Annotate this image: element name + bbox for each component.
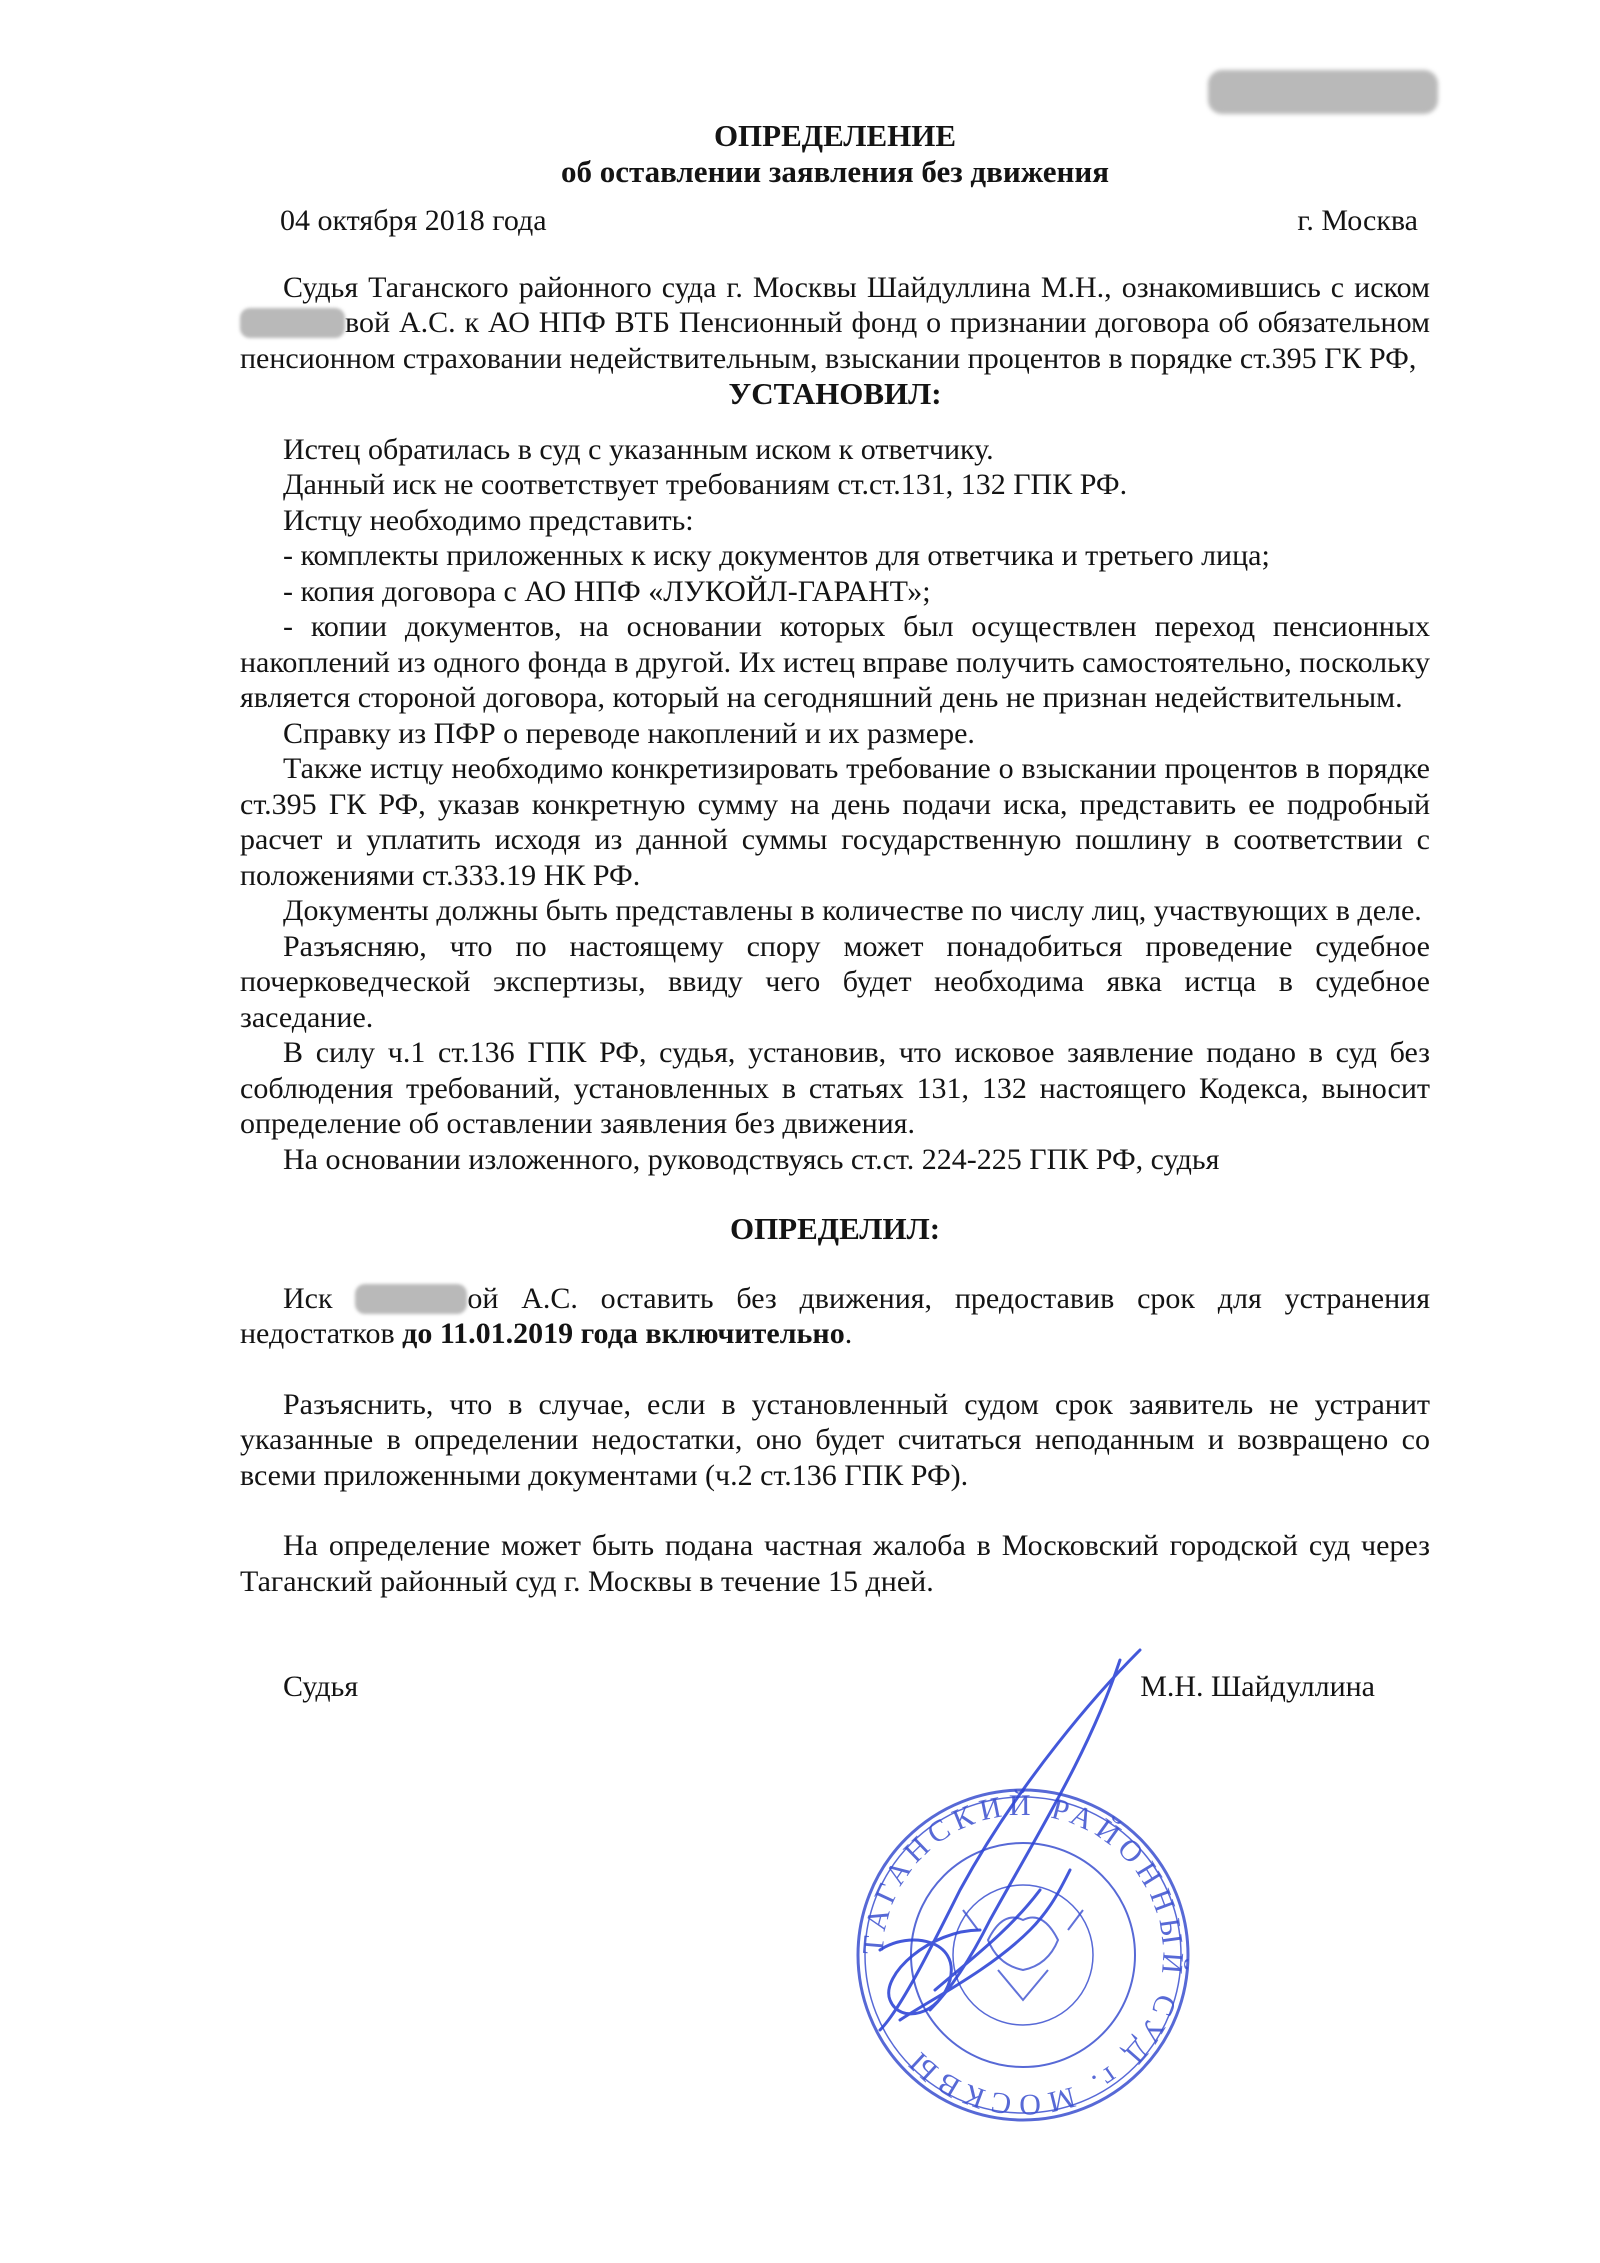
established-paragraph: Справку из ПФР о переводе накоплений и их размере.: [283, 716, 975, 750]
judge-signature: [840, 1630, 1180, 2050]
intro-start: Судья Таганского районного суда г. Москвы Шайдуллина М.Н., ознакомившись с иском: [283, 270, 1430, 304]
established-paragraph: На основании изложенного, руководствуясь ст.ст. 224-225 ГПК РФ, судья: [283, 1142, 1220, 1176]
decided-paragraph-1: [240, 1281, 1430, 1352]
decided-paragraph-3: На определение может быть подана частная жалоба в Московский городской суд через Таганский районный суд г. Москвы в течение 15 дней.: [240, 1529, 1430, 1598]
signature-name: М.Н. Шайдуллина: [1140, 1670, 1375, 1703]
intro-end: вой А.С. к АО НПФ ВТБ Пенсионный фонд о признании договора об обязательном пенсионном страховании недействительным, взыскании процентов в порядке ст.395 ГК РФ,: [240, 306, 1430, 375]
decided-paragraph-2: Разъяснить, что в случае, если в установленный судом срок заявитель не устранит указанные в определении недостатки, оно будет считаться неподанным и возвращено со всеми приложенными документами (ч.2 ст.136 ГПК РФ).: [240, 1387, 1430, 1492]
established-paragraph: В силу ч.1 ст.136 ГПК РФ, судья, установив, что исковое заявление подано в суд без соблюдения требований, установленных в статьях 131, 132 настоящего Кодекса, выносит определение об оставлении заявления без движения.: [240, 1036, 1430, 1140]
established-paragraph: Разъясняю, что по настоящему спору может понадобиться проведение судебное почерковедческой экспертизы, ввиду чего будет необходима явка истца в судебное заседание.: [240, 929, 1430, 1034]
document-title: ОПРЕДЕЛЕНИЕ: [713, 118, 957, 153]
decided-start: Иск: [283, 1281, 333, 1315]
established-paragraph: - копия договора с АО НПФ «ЛУКОЙЛ-ГАРАНТ»;: [283, 574, 931, 608]
established-paragraph: Также истцу необходимо конкретизировать требование о взыскании процентов в порядке ст.395 ГК РФ, указав конкретную сумму на день подачи иска, представить ее подробный расчет и уплатить исходя из данной суммы государственную пошлину в соответствии с положениями ст.333.19 НК РФ.: [240, 752, 1430, 892]
established-paragraph: Истец обратилась в суд с указанным иском к ответчику.: [283, 432, 994, 466]
redacted-name: [355, 1284, 467, 1314]
date-city-row: [240, 203, 1430, 239]
document-date: 04 октября 2018 года: [280, 204, 547, 237]
deadline-date: до 11.01.2019 года включительно: [402, 1317, 845, 1350]
decided-mid: ой А.С. оставить без движения, предоставив срок для устранения недостатков: [240, 1281, 1431, 1350]
intro-paragraph: [240, 270, 1430, 377]
decided-end: .: [844, 1317, 853, 1350]
heading-decided: ОПРЕДЕЛИЛ:: [729, 1211, 941, 1246]
stamp-outer-text: ТАГАНСКИЙ РАЙОННЫЙ СУД г. МОСКВЫ: [856, 1788, 1190, 2122]
document-subtitle: об оставлении заявления без движения: [560, 154, 1110, 189]
heading-established: УСТАНОВИЛ:: [728, 376, 942, 411]
established-paragraph: - комплекты приложенных к иску документов для ответчика и третьего лица;: [283, 539, 1270, 572]
established-section: [240, 432, 1430, 1178]
established-paragraph: Данный иск не соответствует требованиям ст.ст.131, 132 ГПК РФ.: [283, 468, 1128, 501]
established-paragraph: Истцу необходимо представить:: [283, 503, 694, 537]
signature-role: Судья: [283, 1670, 359, 1703]
redacted-header-block: [1208, 70, 1438, 114]
document-city: г. Москва: [1297, 204, 1418, 237]
redacted-name: [240, 308, 345, 338]
document-body: [240, 118, 1430, 1705]
established-paragraph: Документы должны быть представлены в количестве по числу лиц, участвующих в деле.: [283, 894, 1422, 927]
signature-row: [240, 1669, 1430, 1705]
established-paragraph: - копии документов, на основании которых был осуществлен переход пенсионных накоплений из одного фонда в другой. Их истец вправе получить самостоятельно, поскольку является стороной договора, который на сегодняшний день не признан недействительным.: [240, 610, 1430, 714]
